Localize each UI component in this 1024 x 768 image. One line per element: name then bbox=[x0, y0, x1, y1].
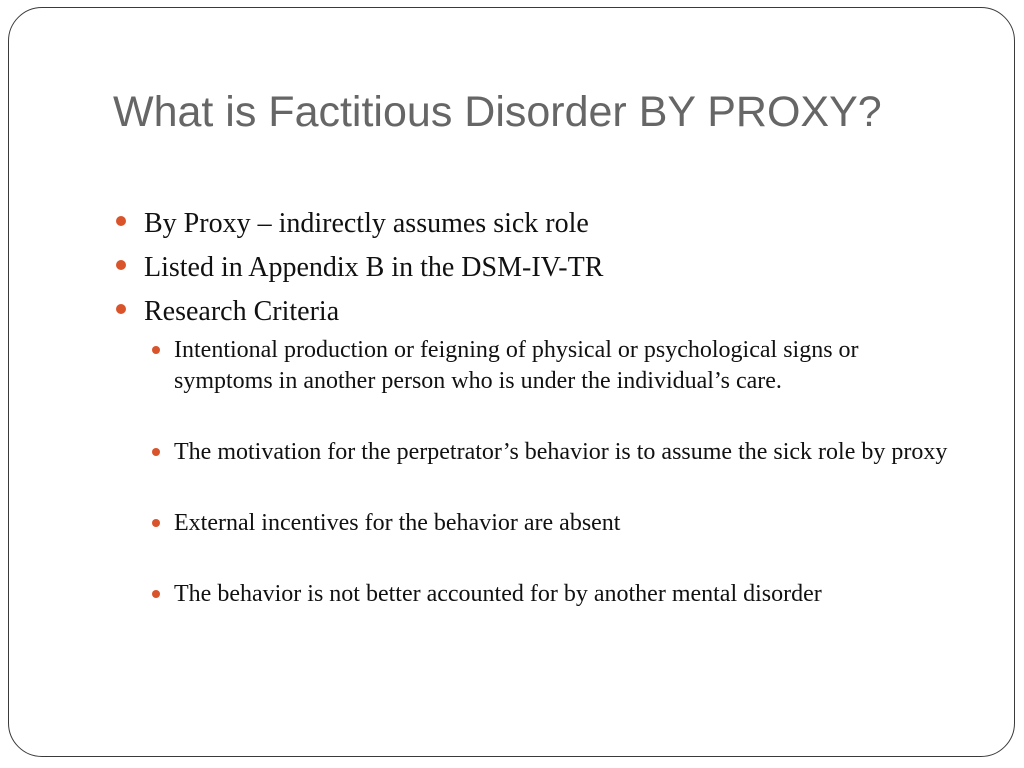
bullet-item bbox=[116, 290, 956, 334]
bullet-dot-icon bbox=[152, 346, 160, 354]
sub-bullet-item bbox=[148, 508, 948, 539]
bullet-text: By Proxy – indirectly assumes sick role bbox=[144, 208, 589, 239]
bullet-dot-icon bbox=[116, 260, 126, 270]
sub-bullet-list bbox=[148, 335, 948, 650]
bullet-dot-icon bbox=[116, 216, 126, 226]
bullet-text: Listed in Appendix B in the DSM-IV-TR bbox=[144, 252, 604, 283]
bullet-dot-icon bbox=[116, 304, 126, 314]
sub-bullet-item bbox=[148, 437, 948, 468]
sub-bullet-text: The motivation for the perpetrator’s behavior is to assume the sick role by proxy bbox=[174, 439, 948, 465]
bullet-dot-icon bbox=[152, 448, 160, 456]
bullet-text: Research Criteria bbox=[144, 296, 340, 327]
sub-bullet-text: The behavior is not better accounted for by another mental disorder bbox=[174, 581, 822, 607]
bullet-dot-icon bbox=[152, 590, 160, 598]
sub-bullet-text: External incentives for the behavior are absent bbox=[174, 510, 621, 536]
bullet-dot-icon bbox=[152, 519, 160, 527]
sub-bullet-item bbox=[148, 579, 948, 610]
slide-title: What is Factitious Disorder BY PROXY? bbox=[113, 88, 882, 136]
sub-bullet-item bbox=[148, 335, 948, 397]
bullet-item bbox=[116, 202, 956, 246]
bullet-item bbox=[116, 246, 956, 290]
sub-bullet-text: Intentional production or feigning of physical or psychological signs or symptoms in another person who is under the individual’s care. bbox=[174, 337, 859, 394]
bullet-list bbox=[116, 202, 956, 334]
